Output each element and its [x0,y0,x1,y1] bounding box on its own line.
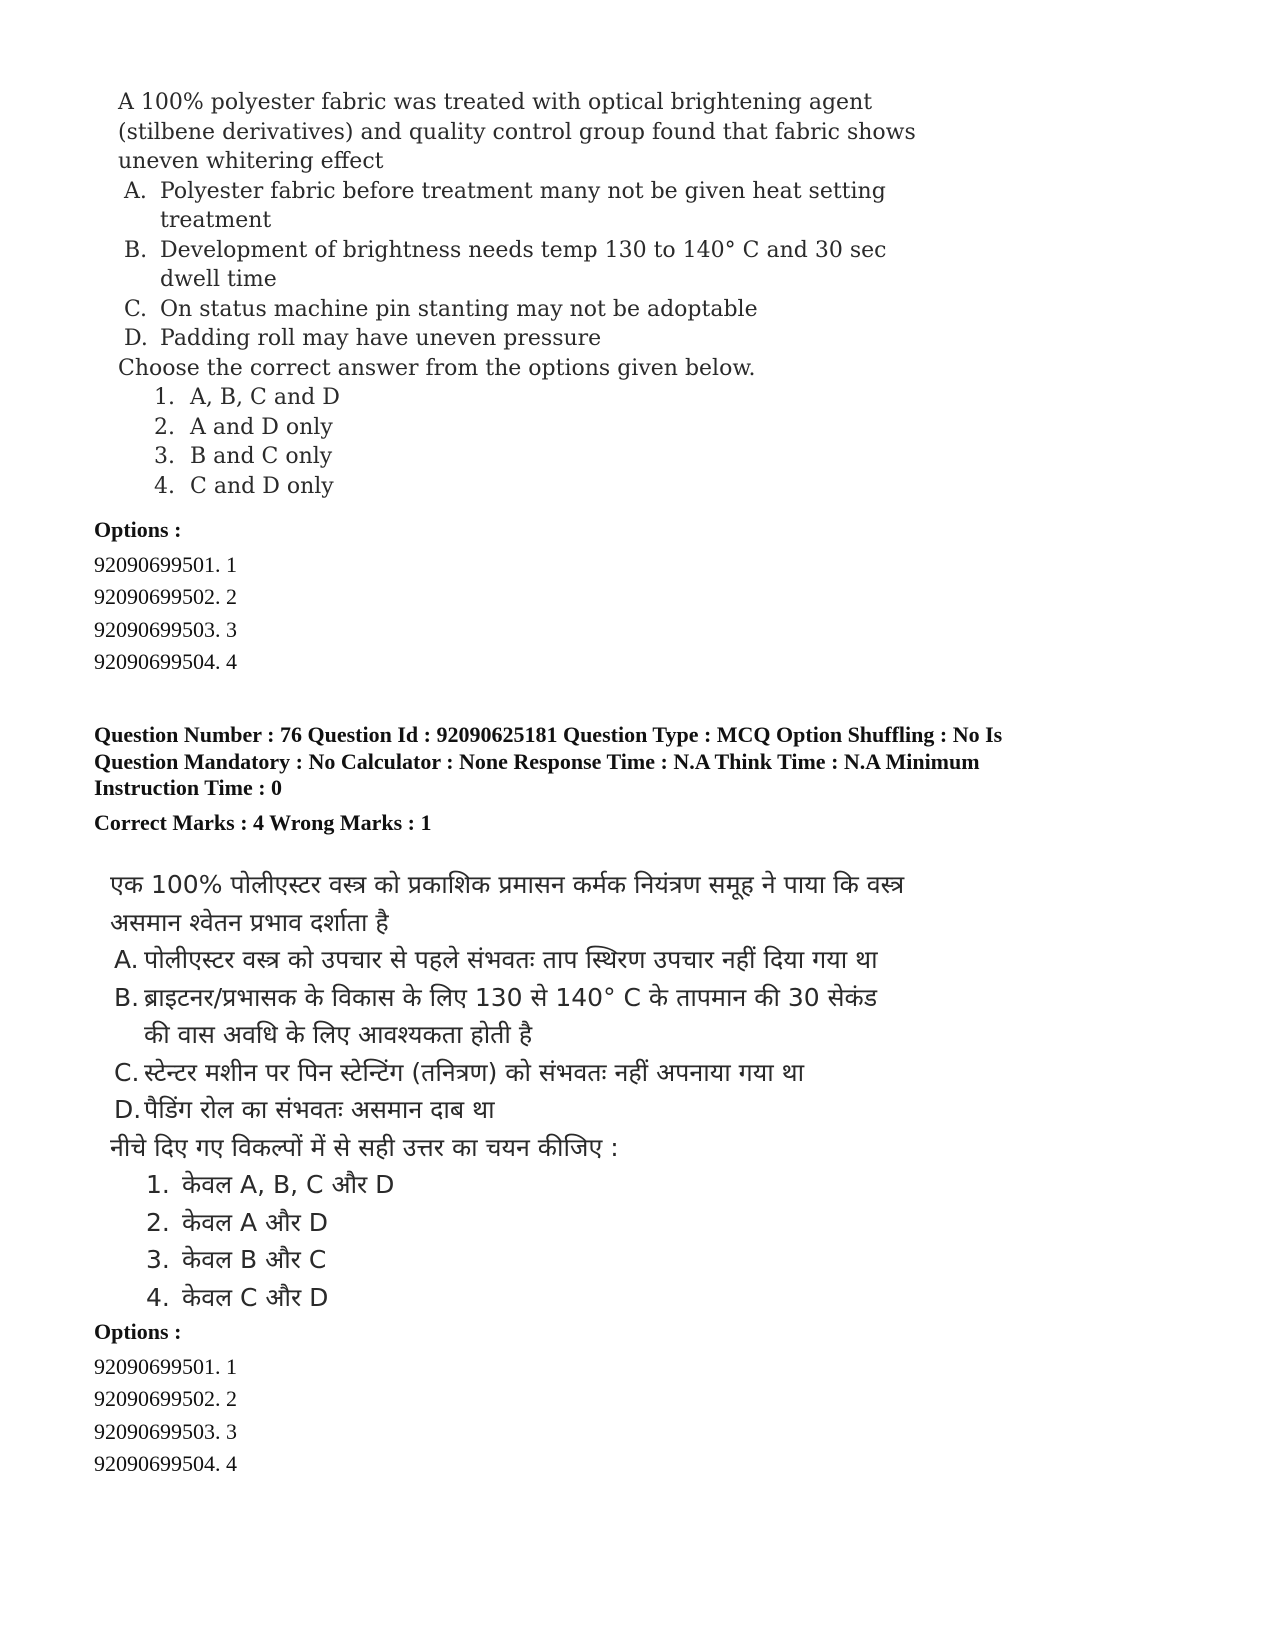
question-instruction: नीचे दिए गए विकल्पों में से सही उत्तर का चयन कीजिए : [110,1132,619,1162]
statement-letter: C. [124,296,148,322]
statement-text: Development of brightness needs temp 130 to 140° C and 30 sec dwell time [160,237,887,292]
choice-number: 3. [154,444,175,469]
meta-line: Instruction Time : 0 [94,775,283,800]
statement-letter: B. [124,237,148,263]
question-76-meta [94,722,1094,836]
question-stem-line: एक 100% पोलीएस्टर वस्त्र को प्रकाशिक प्रमासन कर्मक नियंत्रण समूह ने पाया कि वस्त्र [110,870,905,899]
question-75-image [118,88,1018,501]
choice-number: 2. [154,414,175,440]
choice-text: केवल A और D [182,1207,329,1237]
options-heading: Options : [94,517,182,542]
choice-3 [154,442,1018,472]
option-item: 92090699501. 1 [94,1353,237,1379]
options-heading: Options : [94,1319,182,1344]
statement-d [124,324,1018,354]
statement-letter: D. [124,326,148,351]
statement-letter: D. [114,1095,142,1124]
choice-text: B and C only [190,444,333,469]
statement-c [124,295,1018,325]
question-stem-line: असमान श्वेतन प्रभाव दर्शाता है [110,907,389,937]
option-item: 92090699503. 3 [94,616,237,642]
marks-line: Correct Marks : 4 Wrong Marks : 1 [94,809,432,835]
statement-a [114,941,990,979]
choice-number: 4. [154,473,175,499]
choice-number: 4. [146,1282,170,1312]
question-75-options [94,514,237,679]
statement-letter: C. [114,1057,140,1087]
choice-4 [154,472,1018,502]
statement-text: On status machine pin stanting may not be adoptable [160,296,758,322]
choice-text: केवल B और C [182,1245,327,1274]
meta-line: Question Mandatory : No Calculator : None Response Time : N.A Think Time : N.A Minimum [94,748,980,774]
option-item: 92090699501. 1 [94,551,237,577]
choice-text: A, B, C and D [190,385,340,410]
statement-text: Padding roll may have uneven pressure [160,326,602,351]
question-76-options [94,1316,237,1481]
statement-text: पैडिंग रोल का संभवतः असमान दाब था [144,1095,495,1124]
choice-2 [146,1204,990,1242]
meta-line: Question Number : 76 Question Id : 92090625181 Question Type : MCQ Option Shuffling : No Is [94,722,1003,747]
statement-a [124,177,1018,236]
statement-c [114,1054,990,1092]
choice-2 [154,413,1018,443]
question-stem-line: A 100% polyester fabric was treated with optical brightening agent [118,90,873,115]
choice-4 [146,1279,990,1317]
question-instruction: Choose the correct answer from the options given below. [118,355,756,381]
option-item: 92090699503. 3 [94,1418,237,1444]
statement-text: स्टेन्टर मशीन पर पिन स्टेन्टिंग (तनित्रण) को संभवतः नहीं अपनाया गया था [144,1057,805,1087]
choice-text: C and D only [190,473,334,499]
statement-text: ब्राइटनर/प्रभासक के विकास के लिए 130 से 140° C के तापमान की 30 सेकंड की वास अवधि के लिए आवश्यकता होती है [144,982,878,1049]
question-stem-line: uneven whitering effect [118,149,384,174]
choice-1 [154,383,1018,413]
choice-number: 1. [146,1170,170,1199]
statement-letter: A. [124,178,147,204]
choice-number: 2. [146,1207,170,1237]
question-76-image [110,866,990,1316]
choice-text: केवल C और D [182,1282,329,1312]
statement-d [114,1091,990,1129]
statement-text: Polyester fabric before treatment many not be given heat setting treatment [160,178,886,233]
choice-number: 3. [146,1245,170,1274]
choice-3 [146,1241,990,1279]
option-item: 92090699504. 4 [94,1451,237,1476]
statement-letter: B. [114,982,140,1012]
statement-text: पोलीएस्टर वस्त्र को उपचार से पहले संभवतः ताप स्थिरण उपचार नहीं दिया गया था [144,945,878,974]
choice-number: 1. [154,385,175,410]
statement-b [124,236,1018,295]
choice-text: केवल A, B, C और D [182,1170,395,1199]
statement-b [114,979,990,1054]
option-item: 92090699502. 2 [94,1386,237,1411]
choice-1 [146,1166,990,1204]
choice-text: A and D only [190,414,333,440]
statement-letter: A. [114,945,139,974]
option-item: 92090699504. 4 [94,649,237,674]
question-stem-line: (stilbene derivatives) and quality control group found that fabric shows [118,119,916,145]
option-item: 92090699502. 2 [94,584,237,609]
